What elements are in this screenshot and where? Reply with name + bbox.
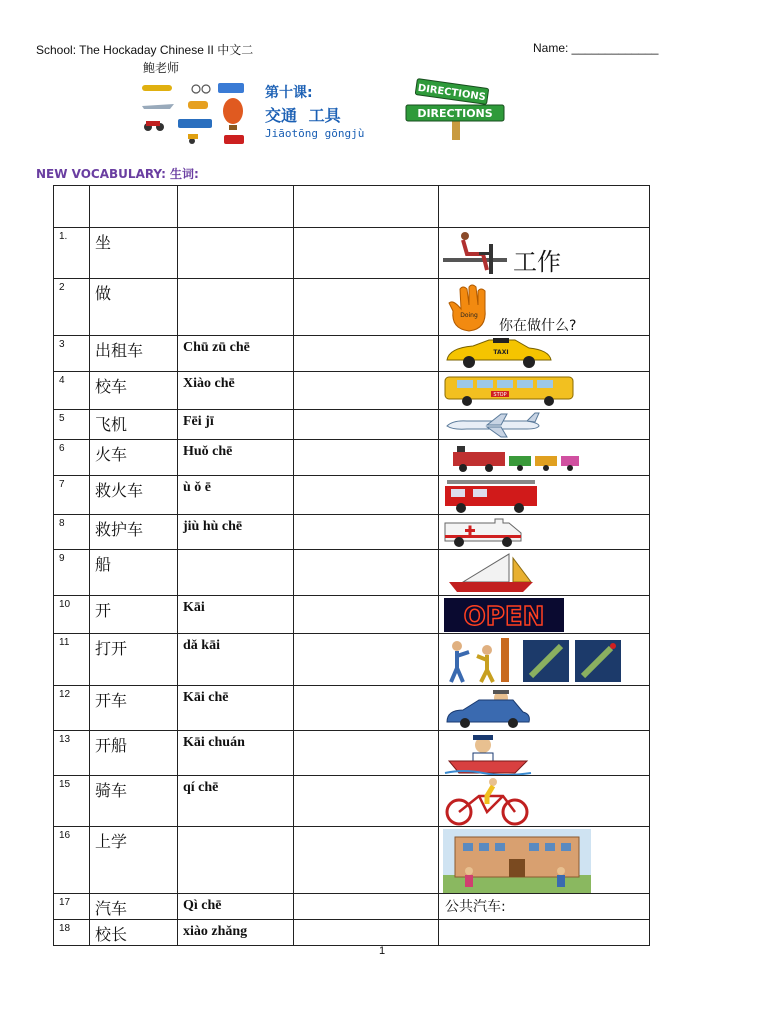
row-pinyin: Chū zū chē: [178, 336, 294, 372]
hand-label: Doing: [460, 312, 478, 319]
row-blank: [294, 336, 439, 372]
row-pinyin: dǎ kāi: [178, 634, 294, 686]
row-picture: [439, 634, 650, 686]
row-number: 9: [54, 550, 90, 596]
row-number: 16: [54, 827, 90, 894]
lesson-title: 交通 工具: [265, 106, 341, 125]
captain-boat-image: [443, 733, 533, 775]
table-row: [54, 410, 650, 440]
row-picture: [439, 440, 650, 476]
row-number: 7: [54, 476, 90, 515]
row-number: 8: [54, 515, 90, 550]
directions-sign-image: [404, 78, 508, 140]
row-blank: [294, 372, 439, 410]
row-picture: [439, 476, 650, 515]
row-number: 5: [54, 410, 90, 440]
row-pinyin: Huǒ chē: [178, 440, 294, 476]
airplane-image: [443, 412, 543, 438]
row-hanzi: 坐: [90, 228, 178, 279]
row-hanzi: 救火车: [90, 476, 178, 515]
row-blank: [294, 731, 439, 776]
row-number: 12: [54, 686, 90, 731]
table-row: [54, 731, 650, 776]
row-picture: [439, 186, 650, 228]
row-pinyin: Qì chē: [178, 894, 294, 920]
row-hanzi: [90, 186, 178, 228]
lesson-number: 第十课:: [265, 85, 313, 101]
row-pinyin: Xiào chē: [178, 372, 294, 410]
table-row: [54, 372, 650, 410]
picture-caption: 工作: [513, 248, 561, 276]
table-row: [54, 186, 650, 228]
taxi-label: TAXI: [493, 349, 509, 356]
fire-truck-image: [443, 478, 539, 514]
row-pinyin: [178, 279, 294, 336]
row-blank: [294, 550, 439, 596]
row-blank: [294, 440, 439, 476]
vocabulary-heading: NEW VOCABULARY: 生词:: [36, 167, 199, 181]
school-bus-image: [443, 374, 577, 408]
row-blank: [294, 515, 439, 550]
row-hanzi: 打开: [90, 634, 178, 686]
row-picture: [439, 731, 650, 776]
row-pinyin: [178, 827, 294, 894]
row-hanzi: 汽车: [90, 894, 178, 920]
row-pinyin: jiù hù chē: [178, 515, 294, 550]
ambulance-image: [443, 517, 525, 549]
name-field-label: Name: _____________: [533, 41, 659, 55]
table-row: [54, 686, 650, 731]
opening-image: [443, 636, 623, 684]
row-hanzi: 开车: [90, 686, 178, 731]
row-pinyin: Fēi jī: [178, 410, 294, 440]
row-picture: [439, 228, 650, 279]
sign-text-top: DIRECTIONS: [417, 82, 487, 104]
row-hanzi: 开船: [90, 731, 178, 776]
row-blank: [294, 634, 439, 686]
row-hanzi: 船: [90, 550, 178, 596]
table-row: [54, 228, 650, 279]
stop-label: STOP: [493, 392, 507, 398]
row-picture: [439, 776, 650, 827]
transport-icons-image: [140, 79, 252, 147]
row-pinyin: ù ǒ ē: [178, 476, 294, 515]
vocabulary-table: [53, 185, 650, 946]
row-number: 15: [54, 776, 90, 827]
lesson-pinyin: Jiāotōng gōngjù: [265, 127, 365, 140]
row-blank: [294, 596, 439, 634]
row-picture: [439, 550, 650, 596]
table-row: [54, 550, 650, 596]
row-hanzi: 火车: [90, 440, 178, 476]
school-title: School: The Hockaday Chinese II 中文二: [36, 43, 254, 57]
row-hanzi: 骑车: [90, 776, 178, 827]
table-row: [54, 279, 650, 336]
row-picture: [439, 596, 650, 634]
row-hanzi: 出租车: [90, 336, 178, 372]
sign-text-bottom: DIRECTIONS: [417, 107, 493, 120]
row-picture: [439, 894, 650, 920]
table-row: [54, 920, 650, 946]
sitting-person-image: [443, 230, 509, 276]
row-hanzi: 开: [90, 596, 178, 634]
row-blank: [294, 410, 439, 440]
row-number: 4: [54, 372, 90, 410]
row-pinyin: [178, 550, 294, 596]
row-picture: [439, 827, 650, 894]
row-blank: [294, 827, 439, 894]
orange-hand-image: [443, 281, 495, 333]
row-pinyin: qí chē: [178, 776, 294, 827]
row-pinyin: Kāi chuán: [178, 731, 294, 776]
row-number: 10: [54, 596, 90, 634]
row-picture: [439, 279, 650, 336]
teacher-name: 鲍老师: [143, 61, 180, 75]
table-row: [54, 827, 650, 894]
row-pinyin: [178, 186, 294, 228]
table-row: [54, 336, 650, 372]
table-row: [54, 440, 650, 476]
taxi-image: [443, 338, 555, 370]
row-pinyin: Kāi chē: [178, 686, 294, 731]
row-number: 18: [54, 920, 90, 946]
table-row: [54, 515, 650, 550]
row-picture: [439, 372, 650, 410]
row-blank: [294, 279, 439, 336]
toy-train-image: [443, 442, 583, 474]
open-sign-image: [444, 598, 564, 632]
table-row: [54, 776, 650, 827]
table-row: [54, 894, 650, 920]
row-number: 6: [54, 440, 90, 476]
row-hanzi: 飞机: [90, 410, 178, 440]
row-pinyin: [178, 228, 294, 279]
row-number: 13: [54, 731, 90, 776]
sailboat-image: [443, 552, 537, 594]
row-number: 1.: [54, 228, 90, 279]
row-number: 2: [54, 279, 90, 336]
open-sign-text: OPEN: [463, 602, 545, 632]
row-hanzi: 做: [90, 279, 178, 336]
row-number: 17: [54, 894, 90, 920]
row-picture: [439, 410, 650, 440]
row-blank: [294, 186, 439, 228]
row-pinyin: Kāi: [178, 596, 294, 634]
row-pinyin: xiào zhǎng: [178, 920, 294, 946]
driving-car-image: [443, 688, 533, 730]
row-picture: [439, 336, 650, 372]
row-blank: [294, 776, 439, 827]
row-blank: [294, 920, 439, 946]
row-hanzi: 上学: [90, 827, 178, 894]
row-blank: [294, 476, 439, 515]
row-picture: [439, 515, 650, 550]
row-number: 11: [54, 634, 90, 686]
row-picture: [439, 920, 650, 946]
table-row: [54, 596, 650, 634]
row-blank: [294, 686, 439, 731]
row-number: 3: [54, 336, 90, 372]
picture-caption: 你在做什么?: [499, 318, 577, 334]
row-blank: [294, 894, 439, 920]
cyclist-image: [443, 778, 535, 826]
row-hanzi: 校长: [90, 920, 178, 946]
row-blank: [294, 228, 439, 279]
row-picture: [439, 686, 650, 731]
row-hanzi: 校车: [90, 372, 178, 410]
row-number: [54, 186, 90, 228]
row-hanzi: 救护车: [90, 515, 178, 550]
school-kids-image: [443, 829, 591, 893]
table-row: [54, 634, 650, 686]
page-number: 1: [379, 945, 386, 957]
table-row: [54, 476, 650, 515]
picture-caption: 公共汽车:: [445, 899, 506, 915]
